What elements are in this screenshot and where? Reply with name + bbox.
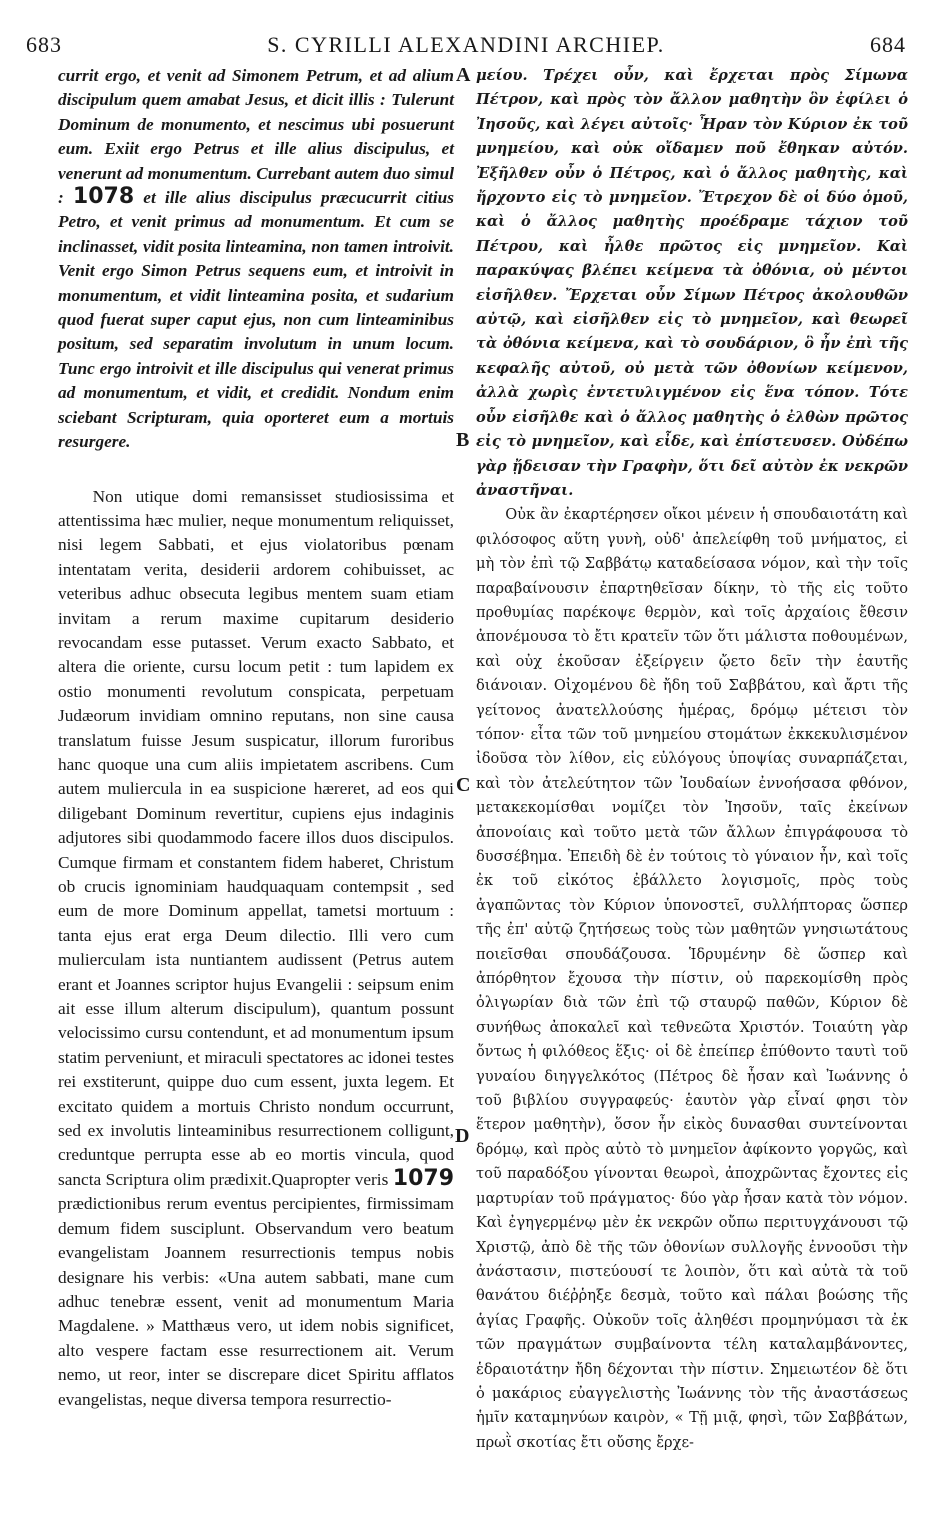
column-number-1079: 1079 [392,1165,454,1191]
latin-column [58,64,454,1412]
margin-marker-b: B [456,429,470,451]
latin-quote-part-2: et ille alius discipulus præcucurrit citius Petro, et venit primus ad monumentum. Et cum se inclinasset, vidit posita linteamina, non tamen introivit. Venit ergo Simon Petrus sequens eum, et introivit in monumentum, et vidit linteamina posita, et sudarium quod fuerat super caput ejus, non cum linteaminibus positum, sed separatim involutum in unum locum. Tunc ergo introivit et ille discipulus qui venerat primus ad monumentum, et vidit, et credidit. Nondum enim sciebant Scripturam, quia oporteret eum a mortuis resurgere. [58,188,454,452]
page-number-left: 683 [26,32,62,57]
latin-scripture-quote [58,64,454,455]
latin-commentary-part-1: Non utique domi remansisset studiosissima et attentissima hæc mulier, neque monumentum reliquisset, nisi legem Sabbati, et ejus violatoribus pœnam intentatam verita, desiderii ardorem cohibuisset, ac veteribus adhuc obsecuta legibus mentem suam etiam invitam a rerum maxime cupitarum desiderio revocandam esse putasset. Verum exacto Sabbato, et altera die oriente, cursu locum petit : tum lapidem ex ostio monumenti revolutum conspicata, perpetuam Judæorum invidiam omnino reputans, non sine causa translatum fuisse Jesum suspicatur, illorum furoribus hanc quoque una cum aliis impietatem ascribens. Cum autem muliercula in ea suspicione hæreret, ad eos qui diligebant Dominum revertitur, cupiens ejus indaginis adjutores sibi quodammodo facere illos duos discipulos. Cumque firmam et constantem fidem haberet, Christum ob crucis ignominiam haudquaquam contempsit , sed eum de more Dominum appellat, tametsi mortuum : tanta ejus erat erga Deum dilectio. Illi vero cum mulierculam ista nuntiantem audissent (Petrus autem erant et Joannes scriptor hujus Evangelii : seipsum enim ait esse illum alterum discipulum), quantum possunt velocissimo cursu contendunt, et ad monumentum ipsum statim perveniunt, et miraculi spectatores ac idonei testes rei exstiterunt, quippe duo cum essent, juxta legem. Et excitato quidem a mortuis Christo nondum occurrunt, sed ex involutis linteaminibus resurrectionem colligunt, creduntque perrupta esse ab eo mortis vincula, quod sancta Scriptura olim prædixit.Quapropter veris [58,486,454,1189]
latin-commentary-part-2: prædictionibus rerum eventus percipientes, firmissimam demum fidem susciplunt. Observandum vero beatum evangelistam Joannem resurrectionis tempus nobis designare his verbis: «Una autem sabbati, mane cum adhuc tenebræ essent, venit ad monumentum Maria Magdalene. » Matthæus vero, ut idem nobis significet, alto vespere factam esse resurrectionem ait. Verum nemo, ut reor, inter se discrepare dicet Spiritu afflatos evangelistas, neque diversa tempora resurrectio- [58,1194,454,1409]
greek-column [476,64,908,1455]
page-number-right: 684 [870,32,906,57]
running-title: S. CYRILLI ALEXANDINI ARCHIEP. [267,32,665,57]
margin-marker-d: D [455,1125,470,1147]
page-header [26,32,906,58]
latin-quote-part-1: currit ergo, et venit ad Simonem Petrum, et ad alium discipulum quem amabat Jesus, et dicit illis : Tulerunt Dominum de monumento, et nescimus ubi posuerunt eum. Exiit ergo Petrus et ille alius discipulus, et venerunt ad monumentum. Currebant autem duo simul : [58,66,454,208]
margin-marker-c: C [456,774,471,796]
column-number-1078: 1078 [72,184,135,210]
greek-commentary: Οὐκ ἂν ἐκαρτέρησεν οἴκοι μένειν ἡ σπουδαιοτάτη καὶ φιλόσοφος αὕτη γυνὴ, οὐδ' ἀπελείφθη τοῦ μνήματος, εἰ μὴ τὸν ἐπὶ τῷ Σαββάτῳ καταδείσασα νόμον, καὶ τὴν τοῖς παραβαίνουσιν ἐπαρτηθεῖσαν δίκην, τὸ τῆς εἰς τοῦτο προθυμίας παρέκοψε θερμὸν, καὶ τοῖς ἀρχαίοις ἔθεσιν ἀπονέμουσα τὸ ἔτι κρατεῖν τῶν ὅτι μάλιστα ποθουμένων, καὶ οὐχ ἑκοῦσαν ἐξείργειν ᾤετο δεῖν τὴν ἑαυτῆς διάνοιαν. Οἰχομένου δὲ ἤδη τοῦ Σαββάτου, καὶ ἄρτι τῆς γείτονος ἀνατελλούσης ἡμέρας, δρόμῳ μέτεισι τὸν τόπον· εἶτα τῶν τοῦ μνημείου στομάτων ἐκκεκυλισμένον ἰδοῦσα τὸν λίθον, εἰς εὐλόγους ὑποψίας συναρπάζεται, καὶ τὸν ἀτελεύτητον τῶν Ἰουδαίων ἐννοήσασα φθόνον, μετακεκομίσθαι νομίζει τὸν Ἰησοῦν, ταῖς ἐκείνων ἀπονοίαις καὶ τοῦτο μετὰ τῶν ἄλλων ἐπιγράφουσα τὸ δυσσέβημα. Ἐπειδὴ δὲ ἐν τούτοις τὸ γύναιον ἦν, καὶ τοῖς ἐκ τοῦ εἰκότος ἐβάλλετο λογισμοῖς, πρὸς τοὺς ἀγαπῶντας τὸν Κύριον ὑπονοστεῖ, συλλήπτορας ὥσπερ τῆς ἐπ' αὐτῷ ζητήσεως τοὺς τὼν μαθητῶν γνησιωτάτους ποιεῖσθαι σπουδάζουσα. Ἱδρυμένην δὲ ὥσπερ καὶ ἀπόρθητον ἔχουσα τὴν πίστιν, οὐ παρεκομίσθη πρὸς ὀλιγωρίαν διὰ τῶν ἐπὶ τῷ σταυρῷ παθῶν, Κύριον δὲ συνήθως ἀποκαλεῖ καὶ τεθνεῶτα Χριστόν. Τοιαύτη γὰρ ὄντως ἡ φιλόθεος ἕξις· οἱ δὲ ἐπείπερ ἐπύθοντο ταυτὶ τοῦ γυναίου διηγγελκότος (Πέτρος δὲ ἦσαν καὶ Ἰωάννης ὁ τοῦ βιβλίου συγγραφεύς· ἑαυτὸν γὰρ εἶναί φησι τὸν ἕτερον μαθητὴν), ὅσον ἦν εἰκὸς δυνασθαι συντείνονται δρόμῳ, καὶ πρὸς αὐτὸ τὸ μνημεῖον ἀφίκοντο γοργῶς, καὶ τοῦ παραδόξου γίνονται θεωροὶ, ἀποχρῶντας ἔχοντες εἰς μαρτυρίαν τοῦ πράγματος· δύο γὰρ ἦσαν κατὰ τὸν νόμον. Καὶ ἐγηγερμένῳ μὲν ἐκ νεκρῶν οὔπω περιτυγχάνουσι τῷ Χριστῷ, ἀπὸ δὲ τῆς τῶν ὀθονίων συλλογῆς ἐννοοῦσι τὴν ἀνάστασιν, πιστεύουσί τε λοιπὸν, ὅτι καὶ αὐτὰ τὰ τοῦ θανάτου διέῤῥηξε δεσμὰ, τοῦτο καὶ πάλαι βοώσης τῆς ἁγίας Γραφῆς. Οὐκοῦν τοῖς ἀληθέσι προμηνύμασι τὰ ἐκ τῶν πραγμάτων συμβαίνοντα τέλη καταλαμβάνοντες, ἑδραιοτάτην ἤδη δέχονται τὴν πίστιν. Σημειωτέον δὲ ὅτι ὁ μακάριος εὐαγγελιστὴς Ἰωάννης τὸν τῆς ἀναστάσεως ἡμῖν καταμηνύων καιρὸν, « Τῇ μιᾷ, φησὶ, τῶν Σαββάτων, πρωῒ σκοτίας ἔτι οὔσης ἔρχε- [476,506,908,1451]
margin-marker-a: A [456,64,471,86]
latin-commentary [58,485,454,1412]
greek-scripture-quote: μείου. Τρέχει οὖν, καὶ ἔρχεται πρὸς Σίμωνα Πέτρον, καὶ πρὸς τὸν ἄλλον μαθητὴν ὃν ἐφίλει ὁ Ἰησοῦς, καὶ λέγει αὐτοῖς· Ἦραν τὸν Κύριον ἐκ τοῦ μνημείου, καὶ οὐκ οἴδαμεν ποῦ ἔθηκαν αὐτόν. Ἐξῆλθεν οὖν ὁ Πέτρος, καὶ ὁ ἄλλος μαθητὴς, καὶ ἤρχοντο εἰς τὸ μνημεῖον. Ἔτρεχον δὲ οἱ δύο ὁμοῦ, καὶ ὁ ἄλλος μαθητὴς προέδραμε τάχιον τοῦ Πέτρου, καὶ ἦλθε πρῶτος εἰς μνημεῖον. Καὶ παρακύψας βλέπει κείμενα τὰ ὀθόνια, οὐ μέντοι εἰσῆλθεν. Ἔρχεται οὖν Σίμων Πέτρος ἀκολουθῶν αὐτῷ, καὶ εἰσῆλθεν εἰς τὸ μνημεῖον, καὶ θεωρεῖ τὰ ὀθόνια κείμενα, καὶ τὸ σουδάριον, ὃ ἦν ἐπὶ τῆς κεφαλῆς αὐτοῦ, οὐ μετὰ τῶν ὀθονίων κείμενον, ἀλλὰ χωρὶς ἐντετυλιγμένον εἰς ἕνα τόπον. Τότε οὖν εἰσῆλθε καὶ ὁ ἄλλος μαθητὴς ὁ ἐλθὼν πρῶτος εἰς τὸ μνημεῖον, καὶ εἶδε, καὶ ἐπίστευσεν. Οὐδέπω γὰρ ᾔδεισαν τὴν Γραφὴν, ὅτι δεῖ αὐτὸν ἐκ νεκρῶν ἀναστῆναι. [476,67,908,499]
